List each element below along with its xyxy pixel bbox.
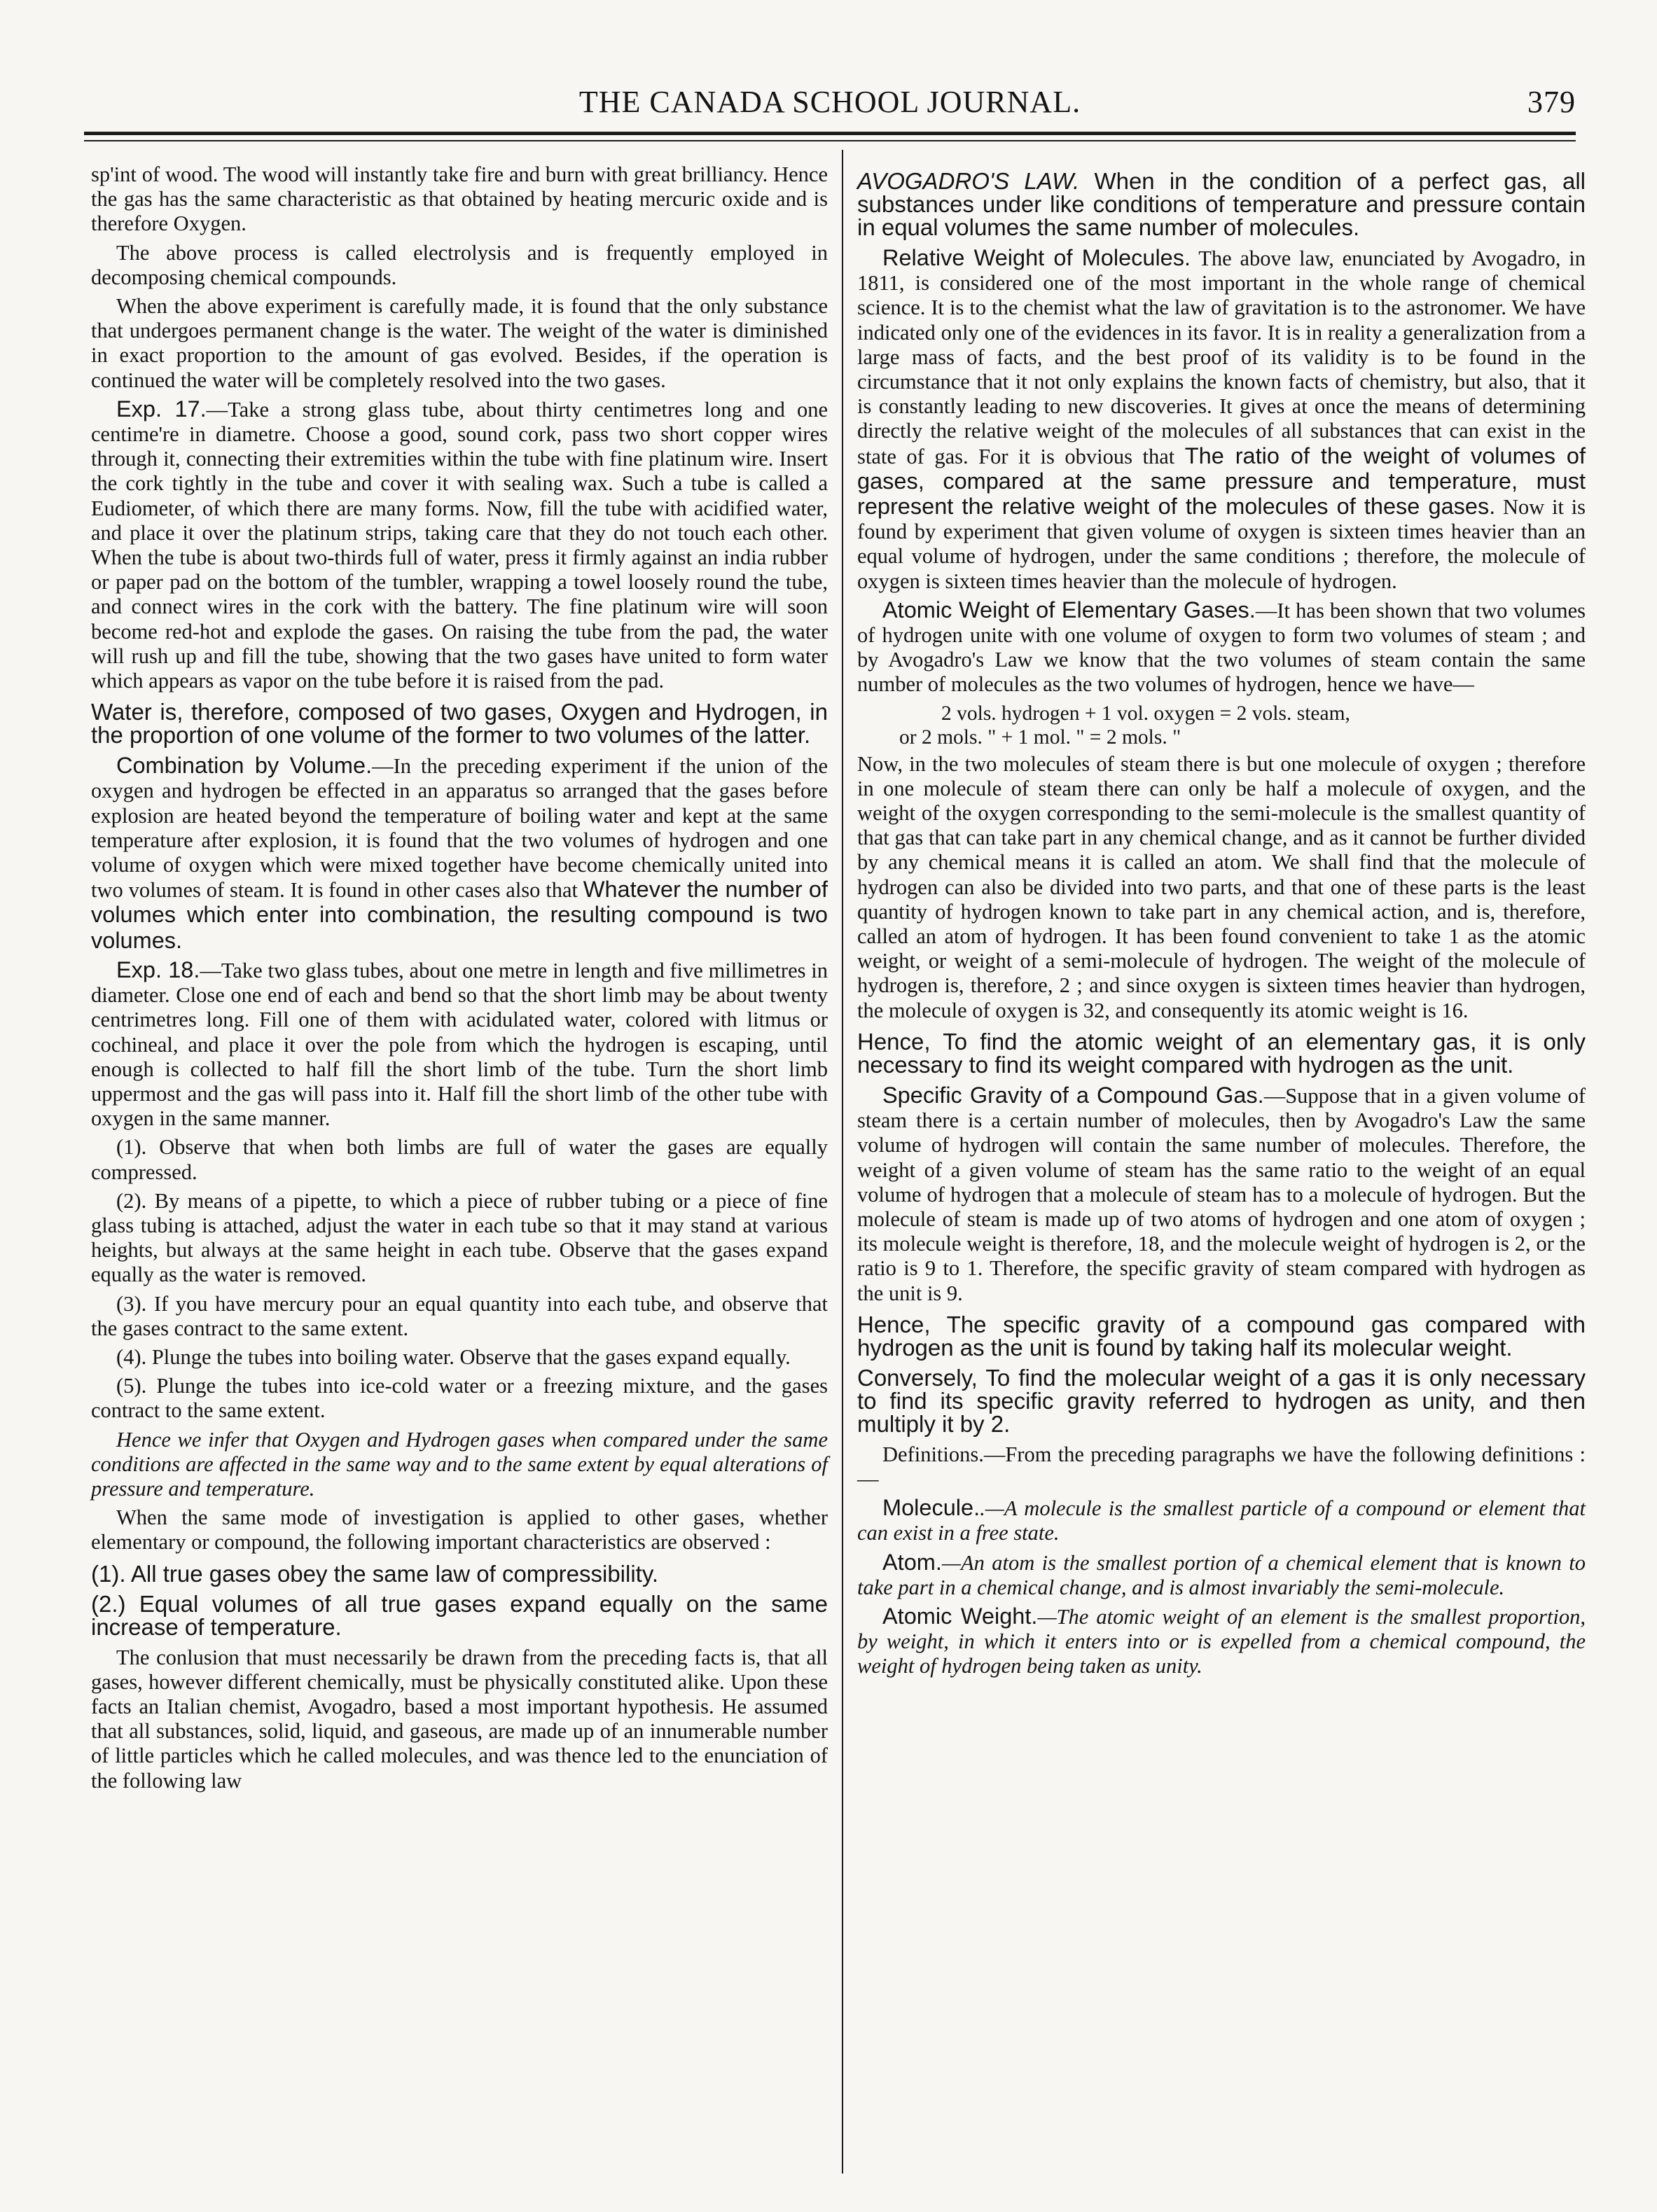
- header-rule-thin: [84, 140, 1576, 141]
- key-statement: Whatever the number of volumes which enter into combination, the resulting compound is two volumes.: [91, 877, 828, 953]
- section-text: —Suppose that in a given volume of steam there is a certain number of molecules, then by Avogadro's Law the same volume of hydrogen will contain the same number of molecules. Therefore, the weight of a given volume of steam has the same ratio to the weight of an equal volume of hydrogen that a molecule of steam has to a molecule of hydrogen. But the molecule of steam is made up of two atoms of hydrogen and one atom of oxygen ; its molecule weight is therefore, 18, and the molecule weight of hydrogen is 2, or the ratio is 9 to 1. Therefore, the specific gravity of steam compared with hydrogen as the unit is 9.: [857, 1083, 1586, 1305]
- section-text: —Take two glass tubes, about one metre in length and five millimetres in diameter. Close one end of each and bend so that the short limb may be about twenty centrimetres long. Fill one of them with acidulated water, colored with litmus or cochineal, and place it over the pole from which the hydrogen is escaping, until enough is collected to half fill the short limb of the tube. Turn the short limb uppermost and the gas will pass into it. Half fill the short limb of the other tube with oxygen in the same manner.: [91, 958, 828, 1131]
- section-text: —Take a strong glass tube, about thirty centimetres long and one centime're in diametre. Choose a good, sound cork, pass two short copper wires through it, connecting their extremities within the tube with fine platinum wire. Insert the cork tightly in the tube and cover it with sealing wax. Such a tube is called a Eudiometer, of which there are many forms. Now, fill the tube with acidified water, and place it over the platinum strips, taking care that they do not touch each other. When the tube is about two-thirds full of water, press it firmly against an india rubber or paper pad on the bottom of the tumbler, wrapping a towel loosely round the tube, and connect wires in the cork with the battery. The fine platinum wire will soon become red-hot and explode the gases. On raising the tube from the pad, the water will rush up and fill the tube, showing that the two gases have united to form water which appears as vapor on the tube before it is raised from the pad.: [91, 397, 828, 693]
- inference: Hence we infer that Oxygen and Hydrogen gases when compared under the same conditions are affected in the same way and to the same extent by equal alterations of pressure and temperature.: [91, 1427, 828, 1501]
- observation: (5). Plunge the tubes into ice-cold water or a freezing mixture, and the gases contract to the same extent.: [91, 1374, 828, 1423]
- experiment-18: [91, 958, 828, 1131]
- section-text: —An atom is the smallest portion of a chemical element that is known to take part in a chemical change, and is almost invariably the semi-molecule.: [857, 1550, 1586, 1599]
- key-statement: Hence, To find the atomic weight of an elementary gas, it is only necessary to find its weight compared with hydrogen as the unit.: [857, 1028, 1586, 1078]
- column-divider: [842, 150, 843, 2173]
- specific-gravity: [857, 1083, 1586, 1306]
- section-lead: Combination by Volume.: [116, 753, 373, 779]
- section-lead: Specific Gravity of a Compound Gas.: [882, 1082, 1264, 1108]
- section-lead: Exp. 17.: [116, 396, 207, 422]
- section-lead: Atomic Weight.: [882, 1603, 1038, 1629]
- section-lead: AVOGADRO'S LAW.: [857, 168, 1080, 194]
- page-number: 379: [1527, 85, 1576, 119]
- section-text: Now it is found by experiment that given volume of oxygen is sixteen times heavier than an equal volume of hydrogen, under the same conditions ; therefore, the molecule of oxygen is sixteen times heavier than the molecule of hydrogen.: [857, 495, 1586, 593]
- key-statement: Hence, The specific gravity of a compound gas compared with hydrogen as the unit is found by taking half its molecular weight.: [857, 1311, 1586, 1361]
- journal-title: THE CANADA SCHOOL JOURNAL.: [578, 85, 1081, 119]
- key-statement: When in the condition of a perfect gas, all substances under like conditions of temperature and pressure contain in equal volumes the same number of molecules.: [857, 168, 1586, 240]
- section-lead: Exp. 18.: [116, 957, 200, 982]
- left-column: [91, 162, 828, 1797]
- running-head: [84, 84, 1576, 126]
- key-statement: The ratio of the weight of volumes of gases, compared at the same pressure and temperature, must represent the relative weight of the molecules of these gases.: [857, 443, 1586, 520]
- paragraph: sp'int of wood. The wood will instantly take fire and burn with great brilliancy. Hence the gas has the same characteristic as that obtained by heating mercuric oxide and is therefore Oxygen.: [91, 162, 828, 236]
- relative-weight: [857, 246, 1586, 594]
- equation-line: or 2 mols. " + 1 mol. " = 2 mols. ": [899, 725, 1181, 749]
- paragraph: Definitions.—From the preceding paragraphs we have the following definitions :—: [857, 1442, 1586, 1491]
- section-text: —It has been shown that two volumes of hydrogen unite with one volume of oxygen to form two volumes of steam ; and by Avogadro's Law we know that the two volumes of steam contain the same number of molecules as the two volumes of hydrogen, hence we have—: [857, 598, 1586, 697]
- key-statement: (1). All true gases obey the same law of compressibility.: [91, 1560, 659, 1587]
- key-statement: Water is, therefore, composed of two gases, Oxygen and Hydrogen, in the proportion of one volume of the former to two volumes of the latter.: [91, 699, 828, 749]
- key-statement: (2.) Equal volumes of all true gases expand equally on the same increase of temperature.: [91, 1590, 828, 1640]
- definition-molecule: [857, 1496, 1586, 1545]
- definition-atom: [857, 1550, 1586, 1600]
- right-column: [857, 162, 1586, 1683]
- section-lead: Relative Weight of Molecules.: [882, 245, 1191, 270]
- observation: (4). Plunge the tubes into boiling water. Observe that the gases expand equally.: [116, 1344, 791, 1369]
- section-text: —The atomic weight of an element is the smallest proportion, by weight, in which it enters into or is expelled from a chemical compound, the weight of hydrogen being taken as unity.: [857, 1604, 1586, 1678]
- paragraph: The conlusion that must necessarily be drawn from the preceding facts is, that all gases, however different chemically, must be physically constituted alike. Upon these facts an Italian chemist, Avogadro, based a most important hypothesis. He assumed that all substances, solid, liquid, and gaseous, are made up of an innumerable number of little particles which he called molecules, and was thence led to the enunciation of the following law: [91, 1645, 828, 1793]
- paragraph: Now, in the two molecules of steam there is but one molecule of oxygen ; therefore in one molecule of steam there can only be half a molecule of oxygen, and the weight of the oxygen corresponding to the semi-molecule is the smallest quantity of that gas that can take part in any chemical change, and as it cannot be further divided by any chemical means it is called an atom. We shall find that the molecule of hydrogen can also be divided into two parts, and that one of these parts is the least quantity of hydrogen known to take part in any chemical action, and is, therefore, called an atom of hydrogen. It has been found convenient to take 1 as the atomic weight, or weight of a semi-molecule of hydrogen. The weight of the molecule of hydrogen is, therefore, 2 ; and since oxygen is sixteen times heavier than hydrogen, the molecule of oxygen is 32, and consequently its atomic weight is 16.: [857, 751, 1586, 1022]
- section-text: —In the preceding experiment if the union of the oxygen and hydrogen be effected in an apparatus so arranged that the gases before explosion are heated beyond the temperature of boiling water and kept at the same temperature after explosion, it is found that the two volumes of hydrogen and one volume of oxygen which were mixed together have become chemically united into two volumes of steam. It is found in other cases also that: [91, 754, 828, 903]
- definition-atomic-weight: [857, 1604, 1586, 1679]
- paragraph: When the same mode of investigation is applied to other gases, whether elementary or compound, the following important characteristics are observed :: [91, 1505, 828, 1554]
- section-lead: Atomic Weight of Elementary Gases.: [882, 597, 1256, 622]
- section-lead: Atom.: [882, 1549, 942, 1575]
- equation-block: [857, 702, 1586, 749]
- observation: (3). If you have mercury pour an equal quantity into each tube, and observe that the gases contract to the same extent.: [91, 1291, 828, 1340]
- equation-line: 2 vols. hydrogen + 1 vol. oxygen = 2 vols. steam,: [941, 702, 1350, 725]
- key-statement: Conversely, To find the molecular weight of a gas it is only necessary to find its specific gravity referred to hydrogen as unity, and then multiply it by 2.: [857, 1364, 1586, 1437]
- combination-by-volume: [91, 753, 828, 954]
- header-rule-thick: [84, 132, 1576, 135]
- paragraph: The above process is called electrolysis and is frequently employed in decomposing chemical compounds.: [91, 240, 828, 289]
- section-text: The above law, enunciated by Avogadro, in 1811, is considered one of the most important in the whole range of chemical science. It is to the chemist what the law of gravitation is to the astronomer. We have indicated only one of the evidences in its favor. It is in reality a generalization from a large mass of facts, and the best proof of its validity is to be found in the circumstance that it not only explains the known facts of chemistry, but also, that it is constantly leading to new discoveries. It gives at once the means of determining directly the relative weight of the molecules of all substances that can exist in the state of gas. For it is obvious that: [857, 246, 1586, 468]
- section-text: .—A molecule is the smallest particle of a compound or element that can exist in a free state.: [857, 1496, 1586, 1545]
- observation: (2). By means of a pipette, to which a piece of rubber tubing or a piece of fine glass tubing is attached, adjust the water in each tube so that it may stand at various heights, but always at the same height in each tube. Observe that the gases expand equally as the water is removed.: [91, 1188, 828, 1287]
- atomic-weight-gases: [857, 598, 1586, 697]
- experiment-17: [91, 397, 828, 693]
- section-lead: Molecule.: [882, 1495, 980, 1521]
- avogadro-law: [857, 169, 1586, 239]
- paragraph: When the above experiment is carefully made, it is found that the only substance that undergoes permanent change is the water. The weight of the water is diminished in exact proportion to the amount of gas evolved. Besides, if the operation is continued the water will be completely resolved into the two gases.: [91, 294, 828, 392]
- observation: (1). Observe that when both limbs are full of water the gases are equally compressed.: [91, 1135, 828, 1184]
